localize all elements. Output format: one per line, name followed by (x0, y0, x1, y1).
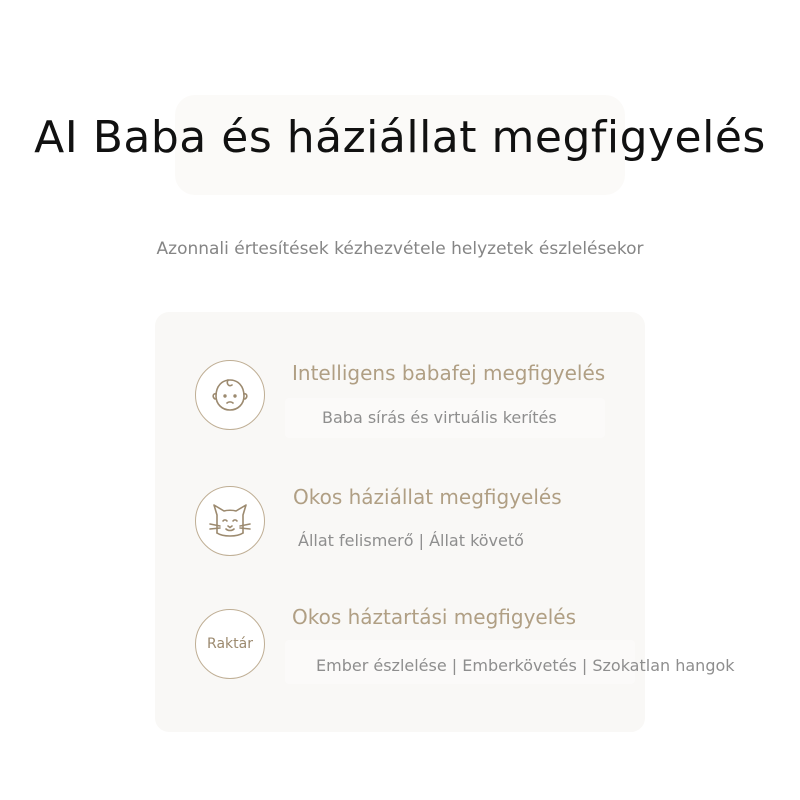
cat-face-icon-circle (195, 486, 265, 556)
feature-title-baby: Intelligens babafej megfigyelés (292, 361, 606, 385)
baby-face-icon-circle (195, 360, 265, 430)
feature-subtitle-baby: Baba sírás és virtuális kerítés (322, 408, 557, 427)
storage-icon-label: Raktár (207, 636, 253, 652)
storage-icon-circle (195, 609, 265, 679)
page-title: AI Baba és háziállat megfigyelés (34, 112, 766, 163)
baby-face-icon (207, 372, 253, 418)
feature-subtitle-pet: Állat felismerő | Állat követő (298, 531, 524, 550)
feature-title-household: Okos háztartási megfigyelés (292, 605, 577, 629)
cat-face-icon (206, 497, 254, 545)
feature-subtitle-household: Ember észlelése | Emberkövetés | Szokatlan hangok (316, 656, 735, 675)
feature-title-pet: Okos háziállat megfigyelés (293, 485, 562, 509)
page-subtitle: Azonnali értesítések kézhezvétele helyzetek észlelésekor (156, 239, 644, 259)
